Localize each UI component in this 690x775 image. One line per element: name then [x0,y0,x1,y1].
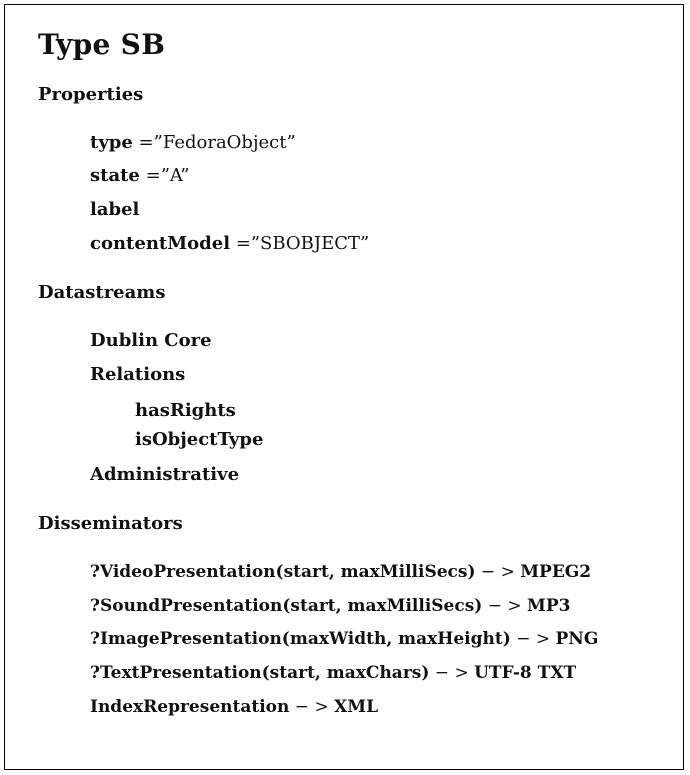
section-heading-datastreams: Datastreams [38,282,166,303]
disseminator-signature: ?VideoPresentation(start, maxMilliSecs) [90,562,476,582]
property-value: =”SBOBJECT” [230,233,370,254]
disseminator-output: XML [334,697,379,717]
disseminator-signature: IndexRepresentation [90,697,290,717]
property-type [90,132,296,153]
datastream-dublin-core: Dublin Core [90,330,212,351]
disseminator-output: MP3 [527,596,571,616]
datastream-administrative: Administrative [90,464,240,485]
disseminator-signature: ?SoundPresentation(start, maxMilliSecs) [90,596,483,616]
disseminator-output: PNG [555,629,599,649]
disseminator-arrow: − > [475,562,521,582]
disseminator-signature: ?TextPresentation(start, maxChars) [90,663,430,683]
disseminator-signature: ?ImagePresentation(maxWidth, maxHeight) [90,629,511,649]
disseminator-text [90,663,576,683]
disseminator-arrow: − > [289,697,335,717]
disseminator-arrow: − > [510,629,556,649]
disseminator-output: MPEG2 [520,562,592,582]
section-heading-disseminators: Disseminators [38,513,183,534]
document-frame [4,4,684,770]
disseminator-sound [90,596,570,616]
page-title: Type SB [38,28,166,61]
relation-is-object-type: isObjectType [135,429,264,450]
disseminator-index [90,697,378,717]
disseminator-video [90,562,591,582]
property-content-model [90,233,369,254]
property-key: contentModel [90,233,231,254]
property-state [90,165,189,186]
disseminator-output: UTF-8 TXT [474,663,577,683]
disseminator-arrow: − > [482,596,528,616]
property-value: =”FedoraObject” [132,132,296,153]
disseminator-arrow: − > [429,663,475,683]
datastream-relations: Relations [90,364,186,385]
property-key: state [90,165,140,186]
property-key: type [90,132,133,153]
relation-has-rights: hasRights [135,400,236,421]
property-key: label [90,199,140,220]
section-heading-properties: Properties [38,84,144,105]
property-value: =”A” [139,165,190,186]
property-label [90,199,139,220]
disseminator-image [90,629,598,649]
